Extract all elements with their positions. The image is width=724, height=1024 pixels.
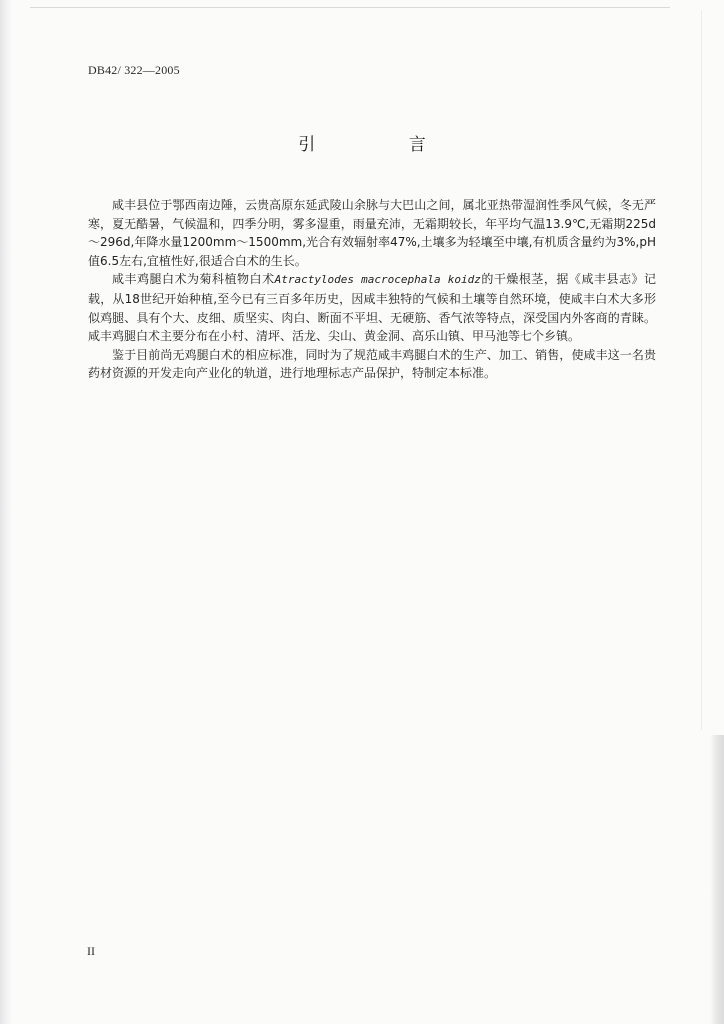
paragraph-purpose: 鉴于目前尚无鸡腿白术的相应标准，同时为了规范咸丰鸡腿白术的生产、加工、销售，使咸丰这一名贵药材资源的开发走向产业化的轨道，进行地理标志产品保护，特制定本标准。 xyxy=(88,347,656,381)
page-title: 引 言 xyxy=(298,135,470,155)
scan-edge-right xyxy=(701,10,702,730)
introduction-body xyxy=(88,196,656,383)
scan-shadow-right xyxy=(710,735,724,1024)
paragraph-climate: 咸丰县位于鄂西南边陲，云贵高原东延武陵山余脉与大巴山之间，属北亚热带湿润性季风气候，冬无严寒，夏无酷暑，气候温和，四季分明，雾多湿重，雨量充沛，无霜期较长，年平均气温13.9℃,无霜期225d～296d,年降水量1200mm～1500mm,光合有效辐射率47%,土壤多为轻壤至中壤,有机质含量约为3%,pH值6.5左右,宜植性好,很适合白术的生长。 xyxy=(88,198,656,268)
document-code: DB42/ 322—2005 xyxy=(88,63,180,77)
scan-edge-top xyxy=(30,7,670,8)
paragraph-origin xyxy=(88,270,656,345)
latin-species-name: Atractylodes macrocephala koidz xyxy=(274,273,481,287)
paragraph-origin-end: 的干燥根茎，据《咸丰县志》记载，从18世纪开始种植,至今已有三百多年历史，因咸丰独特的气候和土壤等自然环境，使咸丰白术大多形似鸡腿、具有个大、皮细、质坚实、肉白、断面不平坦、无硬筋、香气浓等特点，深受国内外客商的青睐。咸丰鸡腿白术主要分布在小村、清坪、活龙、尖山、黄金洞、高乐山镇、甲马池等七个乡镇。 xyxy=(88,272,656,344)
paragraph-origin-start: 咸丰鸡腿白术为菊科植物白术 xyxy=(112,272,275,287)
page-number: II xyxy=(87,944,95,958)
